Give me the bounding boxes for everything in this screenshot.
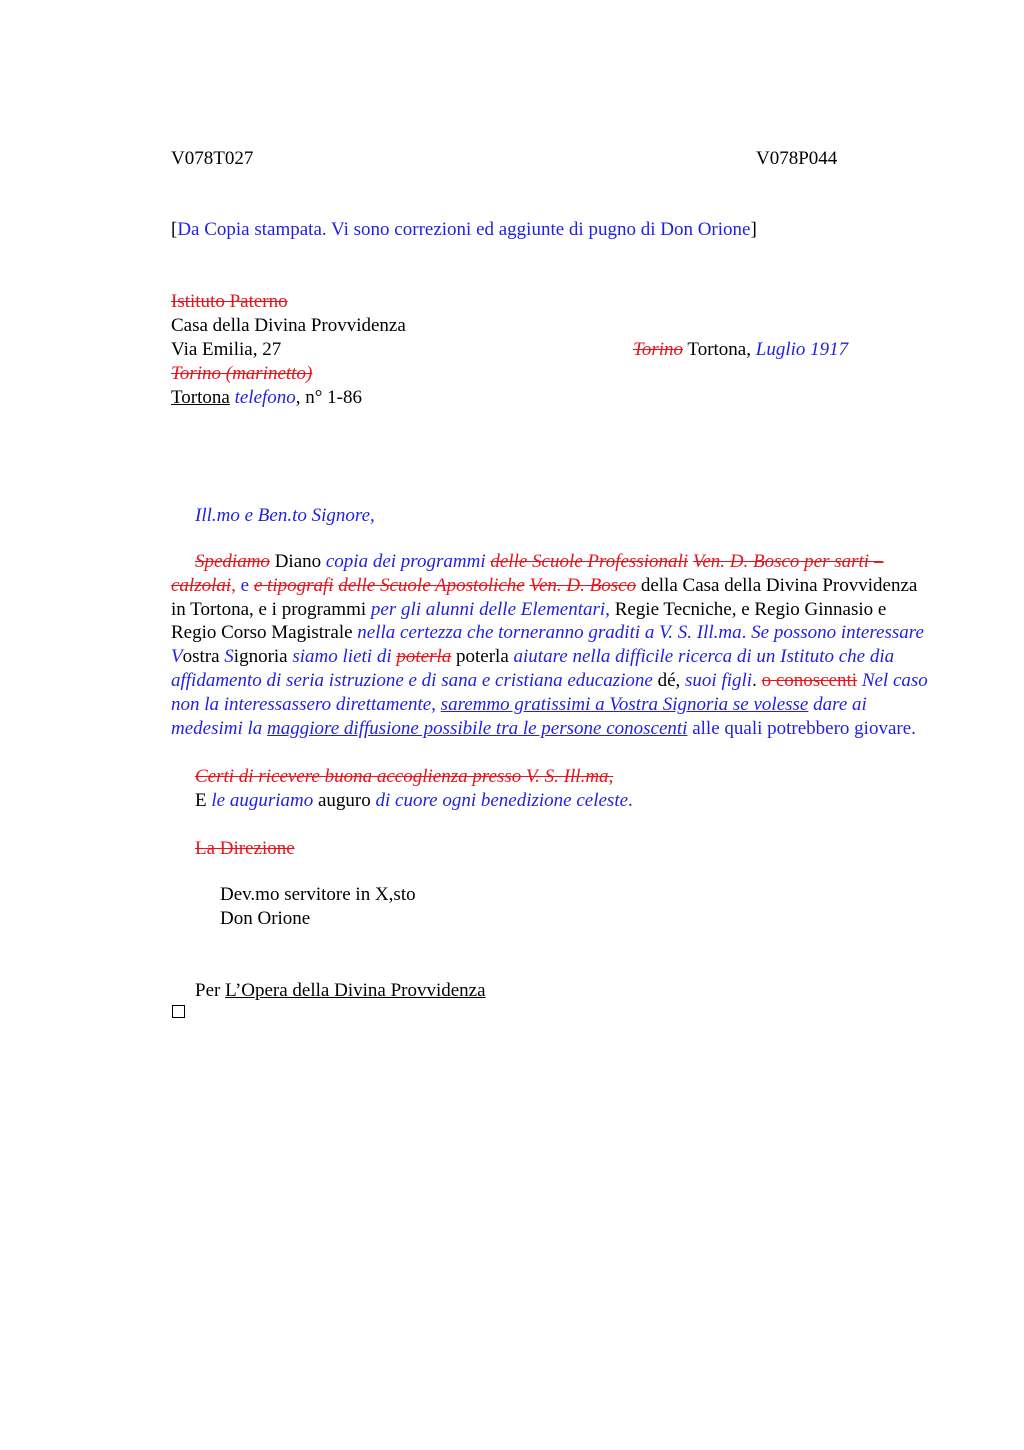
dateline-place: Tortona,	[687, 339, 751, 360]
letterhead-phone-label: telefono	[234, 387, 296, 408]
salutation: Ill.mo e Ben.to Signore,	[195, 505, 375, 526]
dateline-deleted-place: Torino	[633, 339, 683, 360]
letterhead-address: Via Emilia, 27	[171, 339, 282, 360]
body-added-text: Se possono interessare V	[171, 622, 924, 668]
body-deleted-text: poterla	[396, 646, 452, 668]
body-text: Diano	[274, 551, 322, 572]
footer-line	[195, 979, 486, 1003]
blessing-conjunction: E	[195, 790, 207, 811]
letterhead-deleted-city: Torino (marinetto)	[171, 363, 313, 384]
body-text: dé,	[657, 669, 681, 691]
letterhead-city: Tortona	[171, 387, 230, 408]
body-added-text: siamo lieti di	[292, 646, 392, 668]
deleted-signature: La Direzione	[195, 838, 295, 859]
body-deleted-text: o conoscenti	[761, 669, 858, 691]
body-added-text: e	[240, 574, 250, 596]
body-text: ignoria	[233, 646, 288, 668]
closing-formula: Dev.mo servitore in X,sto	[220, 884, 416, 905]
body-added-text: S	[224, 646, 234, 668]
body-text: poterla	[456, 646, 509, 668]
blessing-verb: auguro	[317, 790, 371, 811]
dateline-date: Luglio 1917	[755, 339, 849, 360]
blessing-line	[195, 789, 633, 813]
body-added-underlined-text: saremmo gratissimi a Vostra Signoria se volesse	[440, 693, 809, 715]
body-deleted-text: Ven. D. Bosco per sarti – calzolai	[171, 551, 884, 596]
body-deleted-text: e tipografi	[253, 574, 334, 596]
footer-organization: L’Opera della Divina Provvidenza	[225, 980, 486, 1001]
note-open-bracket: [	[171, 219, 178, 240]
body-added-text: copia dei programmi	[325, 551, 486, 572]
body-added-text: dare ai medesimi la	[171, 693, 867, 739]
body-added-text: Nel caso non la interessassero direttamente,	[171, 669, 928, 715]
body-added-text: alle quali potrebbero giovare.	[692, 717, 916, 739]
archive-code-right: V078P044	[756, 148, 838, 169]
body-deleted-text: delle Scuole Apostoliche	[338, 574, 525, 596]
editorial-note	[171, 218, 757, 242]
body-added-text: per gli alunni delle Elementari,	[370, 598, 610, 620]
body-added-text: nella certezza che torneranno graditi a V. S. Ill.ma	[357, 622, 742, 644]
dateline	[633, 338, 848, 362]
blessing-added-text: le auguriamo	[211, 790, 314, 811]
body-added-text: aiutare nella difficile ricerca di un Istituto che dia affidamento di seria istruzione e di sana e cristiana educazione	[171, 646, 895, 691]
letterhead-phone-line	[171, 386, 362, 410]
body-deleted-text: delle Scuole Professionali	[490, 551, 689, 572]
note-text: Da Copia stampata. Vi sono correzioni ed aggiunte di pugno di Don Orione	[177, 219, 751, 240]
body-text: Regie Tecniche, e Regio Ginnasio e Regio Corso Magistrale	[171, 598, 887, 644]
letterhead-deleted-line: Istituto Paterno	[171, 291, 288, 312]
blessing-added-text: di cuore ogni benedizione celeste	[375, 790, 629, 811]
blessing-punctuation: .	[628, 790, 633, 811]
body-text: della Casa della Divina Provvidenza in Tortona, e i programmi	[171, 574, 918, 620]
body-deleted-text: Spediamo	[195, 551, 270, 572]
signature-name: Don Orione	[220, 908, 311, 929]
body-punctuation: .	[741, 622, 747, 644]
note-close-bracket: ]	[750, 219, 757, 240]
body-punctuation: ,	[231, 574, 236, 596]
body-text: ostra	[182, 646, 220, 668]
letterhead-house-name: Casa della Divina Provvidenza	[171, 315, 406, 336]
letter-body	[171, 550, 931, 740]
letterhead-phone-number: , n° 1-86	[295, 387, 362, 408]
footer-per: Per	[195, 980, 221, 1001]
deleted-closing-line: Certi di ricevere buona accoglienza presso V. S. Ill.ma,	[195, 766, 614, 787]
body-added-text: suoi figli	[685, 669, 753, 691]
body-deleted-text: Ven. D. Bosco	[529, 574, 637, 596]
body-punctuation: .	[752, 669, 757, 691]
empty-box-glyph	[172, 1005, 185, 1018]
body-added-underlined-text: maggiore diffusione possibile tra le persone conoscenti	[267, 717, 688, 739]
archive-code-left: V078T027	[171, 148, 254, 169]
